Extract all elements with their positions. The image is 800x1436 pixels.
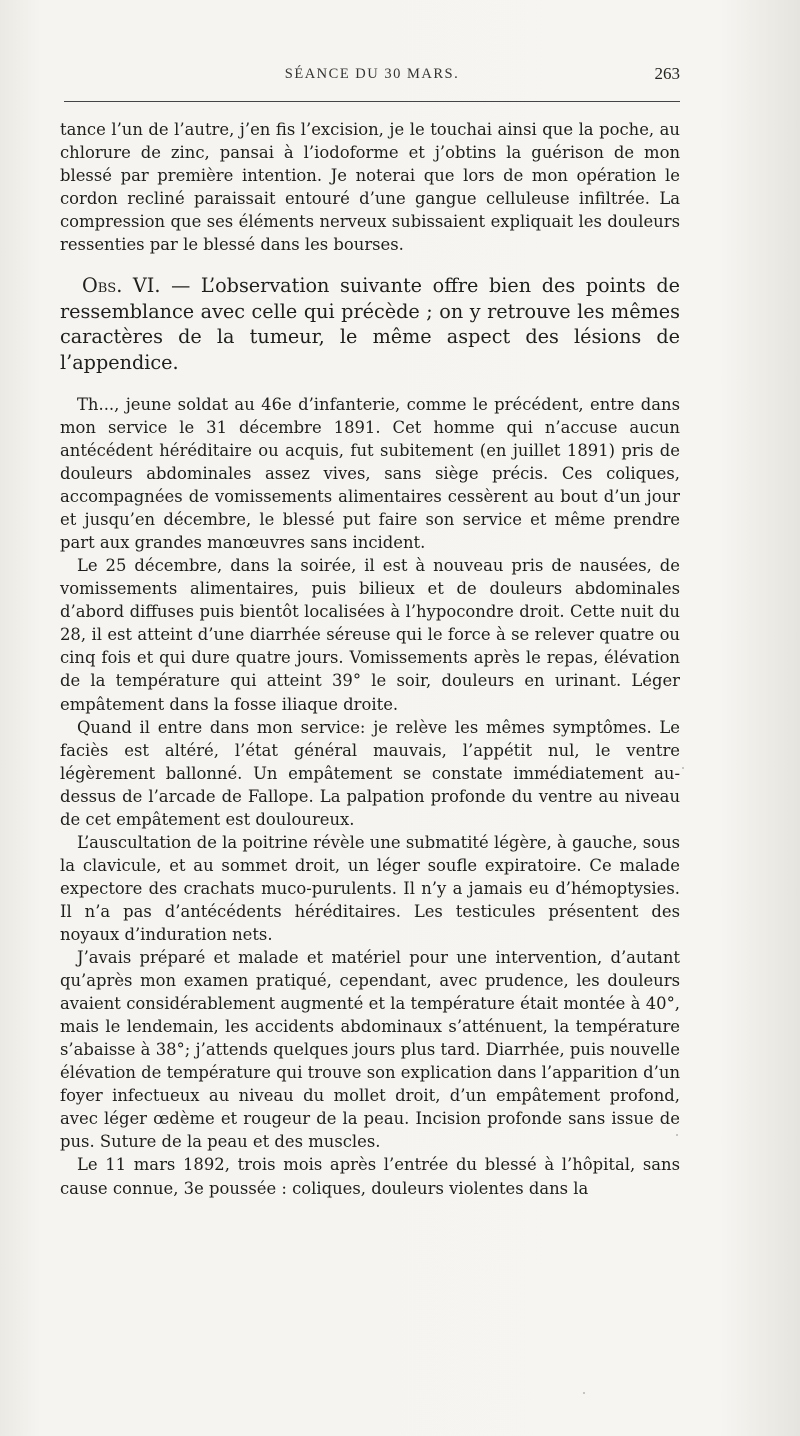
paragraph-continuation: tance l’un de l’autre, j’en fis l’excision, je le touchai ainsi que la poche, au chlorure de zinc, pansai à l’iodoforme et j’obtins la guérison de mon blessé par première intention. Je noterai que lors de mon opération le cordon recliné paraissait entouré d’une gangue celluleuse infiltrée. La compression que ses éléments nerveux subissaient expliquait les douleurs ressenties par le blessé dans les bourses. <box>60 120 680 255</box>
paragraph-december-episode: Le 25 décembre, dans la soirée, il est à nouveau pris de nausées, de vomissements alimentaires, puis bilieux et de douleurs abdominales d’abord diffuses puis bientôt localisées à l’hypocondre droit. Cette nuit du 28, il est atteint d’une diarrhée séreuse qui le force à se relever quatre ou cinq fois et qui dure quatre jours. Vomissements après le repas, élévation de la température qui atteint 39° le soir, douleurs en urinant. Léger empâtement dans la fosse iliaque droite. <box>60 556 680 714</box>
header-rule <box>64 101 680 102</box>
observation-intro-text: L’observation suivante offre bien des points de ressemblance avec celle qui précède ; on y retrouve les mêmes caractères de la tumeur, le même aspect des lésions de l’appendice. <box>60 274 680 374</box>
page-number: 263 <box>654 64 680 83</box>
paper-speck <box>682 767 684 769</box>
paper-speck <box>583 1392 585 1394</box>
observation-dash: — <box>171 274 191 298</box>
running-head <box>64 66 680 90</box>
running-title: SÉANCE DU 30 MARS. <box>284 66 460 82</box>
paragraph-march-episode: Le 11 mars 1892, trois mois après l’entrée du blessé à l’hôpital, sans cause connue, 3e poussée : coliques, douleurs violentes dans la <box>60 1155 680 1198</box>
body-text <box>60 118 680 1200</box>
observation-intro <box>60 273 680 375</box>
paragraph-auscultation: L’auscultation de la poitrine révèle une submatité légère, à gauche, sous la clavicule, et au sommet droit, un léger soufle expiratoire. Ce malade expectore des crachats muco-purulents. Il n’y a jamais eu d’hémoptysies. Il n’a pas d’antécédents héréditaires. Les testicules présentent des noyaux d’induration nets. <box>60 832 680 944</box>
observation-label: Obs. VI. <box>82 274 161 298</box>
paragraph-patient-history: Th..., jeune soldat au 46e d’infanterie, comme le précédent, entre dans mon service le 31 décembre 1891. Cet homme qui n’accuse aucun antécédent héréditaire ou acquis, fut subitement (en juillet 1891) pris de douleurs abdominales assez vives, sans siège précis. Ces coliques, accompagnées de vomissements alimentaires cessèrent au bout d’un jour et jusqu’en décembre, le blessé put faire son service et même prendre part aux grandes manœuvres sans incident. <box>60 394 680 553</box>
paper-speck <box>676 1134 678 1136</box>
paragraph-admission: Quand il entre dans mon service: je relève les mêmes symptômes. Le faciès est altéré, l’état général mauvais, l’appétit nul, le ventre légèrement ballonné. Un empâtement se constate immédiatement au-dessus de l’arcade de Fallope. La palpation profonde du ventre au niveau de cet empâtement est douloureux. <box>60 717 680 829</box>
paragraph-intervention: J’avais préparé et malade et matériel pour une intervention, d’autant qu’après mon examen pratiqué, cependant, avec prudence, les douleurs avaient considérablement augmenté et la température était montée à 40°, mais le lendemain, les accidents abdominaux s’atténuent, la température s’abaisse à 38°; j’attends quelques jours plus tard. Diarrhée, puis nouvelle élévation de température qui trouve son explication dans l’apparition d’un foyer infectueux au niveau du mollet droit, d’un empâtement profond, avec léger œdème et rougeur de la peau. Incision profonde sans issue de pus. Suture de la peau et des muscles. <box>60 948 680 1152</box>
